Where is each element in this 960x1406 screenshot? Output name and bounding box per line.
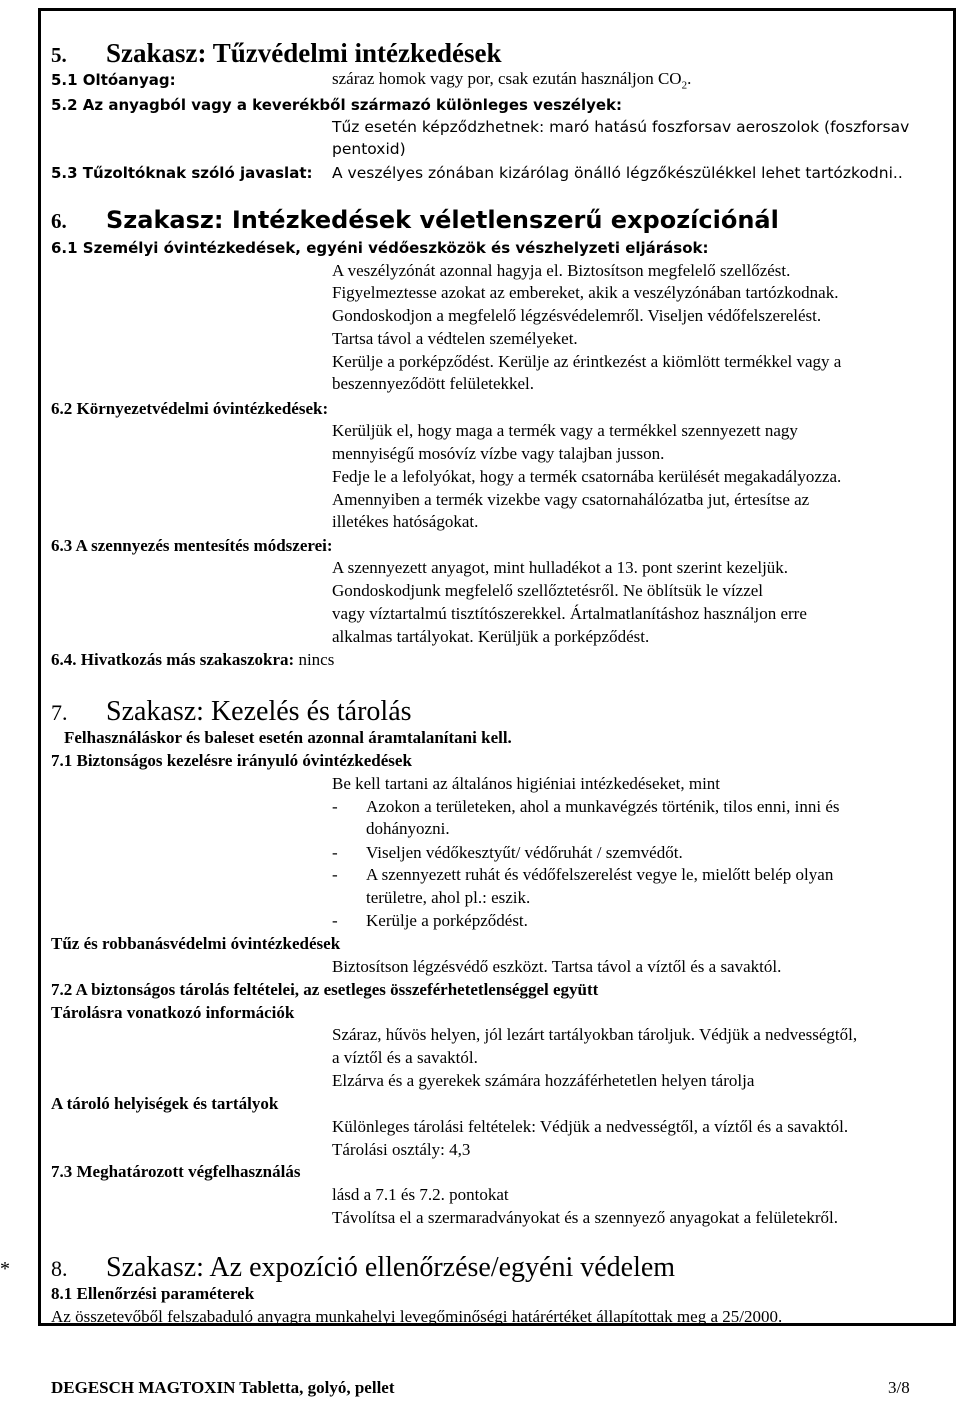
s7-3-label: 7.3 Meghatározott végfelhasználás (51, 1162, 301, 1181)
section-6-heading (51, 206, 779, 234)
s6-1-line: Figyelmeztesse azokat az embereket, akik a veszélyzónában tartózkodnak. (332, 283, 839, 302)
section-title: Szakasz: Intézkedések véletlenszerű expozíciónál (106, 206, 779, 234)
change-marker: * (0, 1258, 10, 1280)
s7-intro: Felhasználáskor és baleset esetén azonnal áramtalanítani kell. (64, 728, 512, 747)
section-title: Szakasz: Kezelés és tárolás (106, 696, 412, 727)
s8-1-label: 8.1 Ellenőrzési paraméterek (51, 1284, 255, 1303)
s7-rooms-line: Tárolási osztály: 4,3 (332, 1140, 471, 1159)
section-number: 6. (51, 209, 67, 233)
s5-2-label: 5.2 Az anyagból vagy a keverékből származó különleges veszélyek: (51, 96, 623, 114)
s6-1-line: beszennyeződött felületekkel. (332, 374, 535, 393)
s7-rooms-label: A tároló helyiségek és tartályok (51, 1094, 279, 1113)
s7-1-label: 7.1 Biztonságos kezelésre irányuló óvintézkedések (51, 751, 412, 770)
s7-2-label: 7.2 A biztonságos tárolás feltételei, az esetleges összeférhetetlenséggel együtt (51, 980, 599, 999)
s7-storage-label: Tárolásra vonatkozó információk (51, 1003, 295, 1022)
section-8-heading (51, 1252, 675, 1284)
s6-3-label: 6.3 A szennyezés mentesítés módszerei: (51, 536, 333, 555)
list-item: - A szennyezett ruhát és védőfelszerelést vegye le, mielőtt belép olyan területre, ahol pl.: eszik. (332, 865, 834, 907)
s6-3-line: A szennyezett anyagot, mint hulladékot a 13. pont szerint kezeljük. (332, 558, 789, 577)
s7-storage-line: a víztől és a savaktól. (332, 1048, 478, 1067)
s6-2-line: Amennyiben a termék vizekbe vagy csatornahálózatba jut, értesítse az (332, 490, 810, 509)
s6-2-label: 6.2 Környezetvédelmi óvintézkedések: (51, 399, 329, 418)
s7-3-line: lásd a 7.1 és 7.2. pontokat (332, 1185, 509, 1204)
section-title: Szakasz: Az expozíció ellenőrzése/egyéni védelem (106, 1252, 676, 1283)
footer-product: DEGESCH MAGTOXIN Tabletta, golyó, pellet (51, 1378, 395, 1397)
s5-2-line: pentoxid) (332, 140, 406, 158)
s7-fire-value: Biztosítson légzésvédő eszközt. Tartsa távol a víztől és a savaktól. (332, 957, 782, 976)
s5-3-value: A veszélyes zónában kizárólag önálló légzőkészülékkel lehet tartózkodni.. (332, 164, 903, 182)
section-number: 5. (51, 43, 67, 67)
s7-fire-label: Tűz és robbanásvédelmi óvintézkedések (51, 934, 341, 953)
s6-1-line: Gondoskodjon a megfelelő légzésvédelemről. Viseljen védőfelszerelést. (332, 306, 822, 325)
s6-1-line: A veszélyzónát azonnal hagyja el. Biztosítson megfelelő szellőzést. (332, 261, 791, 280)
s6-2-line: Fedje le a lefolyókat, hogy a termék csatornába kerülését megakadályozza. (332, 467, 842, 486)
section-title: Szakasz: Tűzvédelmi intézkedések (106, 38, 502, 68)
s5-3-label: 5.3 Tűzoltóknak szóló javaslat: (51, 164, 313, 182)
s5-1-value: száraz homok vagy por, csak ezután használjon $CO_2$. (332, 69, 692, 92)
s5-1-label: 5.1 Oltóanyag: (51, 71, 176, 89)
s6-3-line: vagy víztartalmú tisztítószerekkel. Ártalmatlanításhoz használjon erre (332, 604, 807, 623)
s6-3-line: Gondoskodjunk megfelelő szellőztetésről. Ne öblítsük le vízzel (332, 581, 764, 600)
s8-1-value: Az összetevőből felszabaduló anyagra munkahelyi levegőminőségi határértéket állapítottak meg a 25/2000. (51, 1307, 783, 1326)
s7-storage-line: Száraz, hűvös helyen, jól lezárt tartályokban tároljuk. Védjük a nedvességtől, (332, 1025, 858, 1044)
s7-1-line: Be kell tartani az általános higiéniai intézkedéseket, mint (332, 774, 721, 793)
section-5-heading (51, 38, 501, 69)
list-item: - Azokon a területeken, ahol a munkavégzés történik, tilos enni, inni és dohányozni. (332, 797, 840, 838)
s6-3-line: alkalmas tartályokat. Kerüljük a porképződést. (332, 627, 650, 646)
s5-2-line: Tűz esetén képződzhetnek: maró hatású foszforsav aeroszolok (foszforsav (332, 118, 910, 136)
s6-2-line: mennyiségű mosóvíz vízbe vagy talajban jusson. (332, 444, 665, 463)
s7-rooms-line: Különleges tárolási feltételek: Védjük a nedvességtől, a víztől és a savaktól. (332, 1117, 849, 1136)
s7-3-line: Távolítsa el a szermaradványokat és a szennyező anyagokat a felületekről. (332, 1208, 838, 1227)
page-number: 3/8 (888, 1378, 910, 1397)
section-number: 7. (51, 700, 68, 725)
list-item: - Viseljen védőkesztyűt/ védőruhát / szemvédőt. (332, 843, 683, 862)
s7-storage-line: Elzárva és a gyerekek számára hozzáférhetetlen helyen tárolja (332, 1071, 755, 1090)
list-item: - Kerülje a porképződést. (332, 911, 528, 930)
s6-1-line: Kerülje a porképződést. Kerülje az érintkezést a kiömlött termékkel vagy a (332, 352, 842, 371)
s6-2-line: Kerüljük el, hogy maga a termék vagy a termékkel szennyezett nagy (332, 421, 798, 440)
s6-1-label: 6.1 Személyi óvintézkedések, egyéni védőeszközök és vészhelyzeti eljárások: (51, 239, 709, 257)
s6-4-row: 6.4. Hivatkozás más szakaszokra: nincs (51, 650, 335, 669)
section-7-heading (51, 696, 412, 728)
s6-1-line: Tartsa távol a védtelen személyeket. (332, 329, 578, 348)
s6-2-line: illetékes hatóságokat. (332, 512, 479, 531)
section-number: 8. (51, 1256, 68, 1281)
